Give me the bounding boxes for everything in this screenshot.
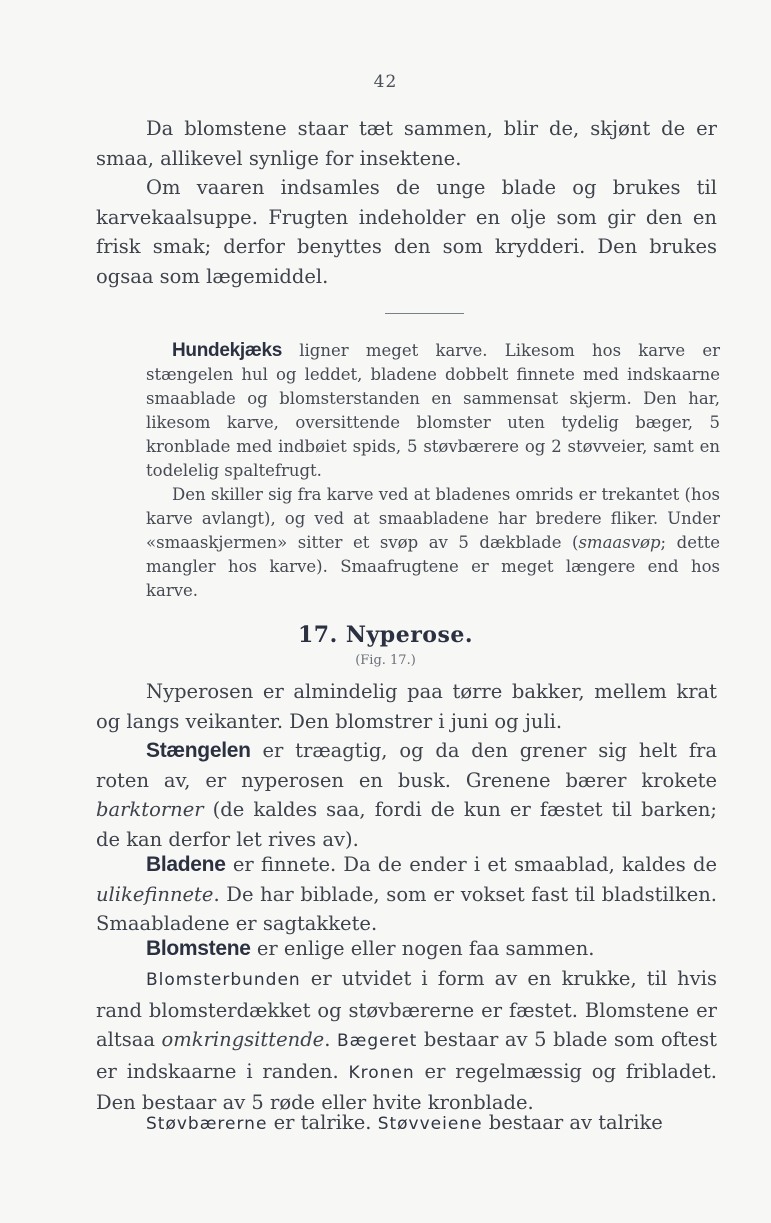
intro-p2-text: Om vaaren indsamles de unge blade og brukes til karvekaalsuppe. Frugten indeholder en olje som gir den en frisk smak; derfor benyttes den som krydderi. Den brukes ogsaa som lægemiddel.	[96, 176, 717, 288]
term-blomstene: Blomstene	[146, 937, 251, 960]
staengelen-text-a: er træagtig, og da den grener sig helt fra roten av, er nyperosen en busk. Grenene bærer krokete	[96, 739, 717, 792]
italic-omkringsittende: omkringsittende	[161, 1028, 325, 1051]
blomstene-text: er enlige eller nogen faa sammen.	[250, 937, 595, 960]
baegeret-text: bestaar av 5 blade som oftest er indskaarne i randen.	[96, 1028, 717, 1083]
italic-barktorner: barktorner	[96, 798, 204, 821]
term-bladene: Bladene	[146, 853, 226, 876]
blomsterbunden-paragraph	[96, 964, 717, 1118]
term-stovbaererne: Støvbærerne	[146, 1114, 268, 1134]
staengelen-text-b: (de kaldes saa, fordi de kun er fæstet til barken; de kan derfor let rives av).	[96, 798, 717, 851]
blomsterbunden-text-a: er utvidet i form av en krukke, til hvis rand blomsterdækket og støvbærerne er fæstet. Blomstene er altsaa	[96, 967, 717, 1051]
section-divider	[385, 313, 464, 314]
term-baegeret: Bægeret	[336, 1031, 418, 1051]
term-staengelen: Stængelen	[146, 739, 251, 762]
hundekjaeks-paragraph-1	[146, 339, 720, 483]
hundekjaeks-paragraph-2	[146, 483, 720, 603]
stovbaererne-paragraph	[96, 1108, 717, 1140]
section-heading: 17. Nyperose.	[297, 622, 473, 648]
intro-p1-text: Da blomstene staar tæt sammen, blir de, skjønt de er smaa, allikevel synlige for insektene.	[96, 117, 717, 170]
term-hundekjaeks: Hundekjæks	[172, 340, 282, 361]
hundekjaeks-p1-text: ligner meget karve. Likesom hos karve er stængelen hul og leddet, bladene dobbelt finnete med indskaarne smaablade og blomsterstanden en sammensat skjerm. Den har, likesom karve, oversittende blomster uten tydelig bæger, 5 kronblade med indbøiet spids, 5 støvbærere og 2 støvveier, samt en todelelig spaltefrugt.	[146, 341, 720, 480]
kronen-text: er regelmæssig og fribladet. Den bestaar av 5 røde eller hvite kronblade.	[96, 1059, 717, 1114]
staengelen-paragraph	[96, 736, 717, 854]
figure-reference: (Fig. 17.)	[355, 653, 416, 668]
blomstene-paragraph	[96, 934, 717, 964]
nyperose-paragraph-1	[96, 677, 717, 736]
italic-ulikefinnete: ulikefinnete	[96, 882, 214, 906]
page-number: 42	[373, 72, 398, 92]
intro-paragraph-2	[96, 173, 717, 291]
intro-paragraph-1	[96, 114, 717, 173]
term-blomsterbunden: Blomsterbunden	[146, 970, 301, 990]
term-stovveiene: Støvveiene	[377, 1114, 483, 1134]
bladene-paragraph	[96, 850, 717, 939]
blomsterbunden-text-b: .	[324, 1028, 337, 1051]
bladene-text-b: . De har biblade, som er vokset fast til bladstilken. Smaabladene er sagtakkete.	[96, 882, 717, 935]
stovveiene-text: bestaar av talrike	[482, 1111, 663, 1134]
italic-smaasvop: smaasvøp	[578, 533, 661, 552]
bladene-text-a: er finnete. Da de ender i et smaablad, kaldes de	[225, 853, 717, 876]
stovbaererne-text: er talrike.	[267, 1111, 378, 1134]
nyperose-p1-text: Nyperosen er almindelig paa tørre bakker, mellem krat og langs veikanter. Den blomstrer i juni og juli.	[96, 680, 717, 733]
hundekjaeks-p2-text-b: ; dette mangler hos karve). Smaafrugtene er meget længere end hos karve.	[146, 533, 720, 600]
hundekjaeks-p2-text-a: Den skiller sig fra karve ved at bladenes omrids er trekantet (hos karve avlangt), og ved at smaabladene har bredere fliker. Under «smaaskjermen» sitter et svøp av 5 dækblade (	[146, 485, 720, 552]
term-kronen: Kronen	[348, 1062, 415, 1083]
